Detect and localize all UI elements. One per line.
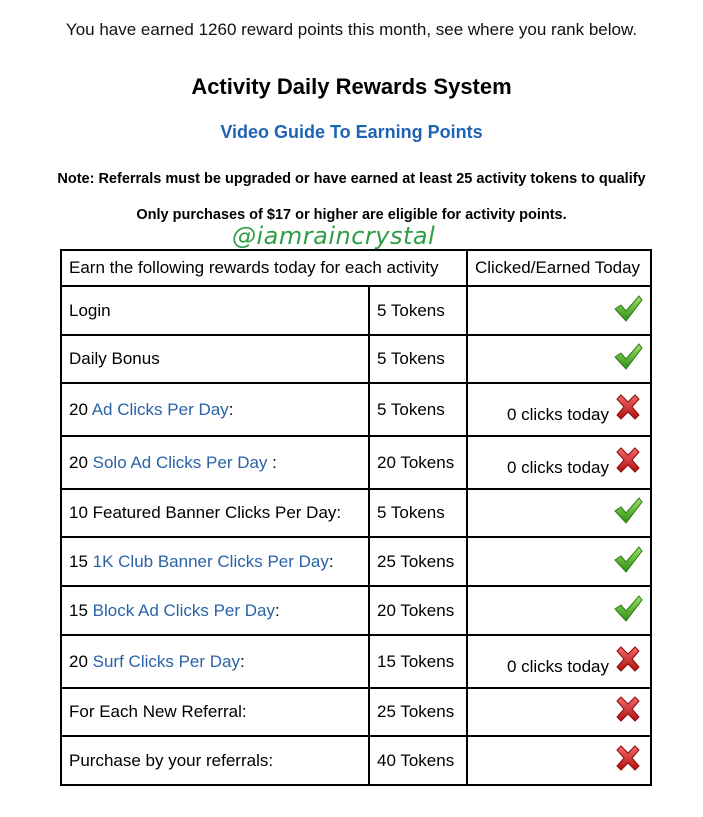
tokens-cell: 20 Tokens: [369, 586, 467, 635]
header-activity: Earn the following rewards today for each activity: [61, 250, 467, 286]
rewards-table: [60, 249, 652, 786]
activity-link[interactable]: Block Ad Clicks Per Day: [92, 600, 275, 620]
activity-label: 15: [69, 600, 93, 620]
table-row: [61, 286, 651, 335]
cross-icon: [613, 392, 643, 422]
activity-suffix: :: [274, 600, 280, 620]
table-row: [61, 383, 651, 436]
activity-link[interactable]: 1K Club Banner Clicks Per Day: [92, 551, 329, 571]
activity-cell: [61, 489, 369, 537]
status-cell: [467, 736, 651, 785]
clicks-today: 0 clicks today: [506, 656, 609, 676]
activity-cell: [61, 436, 369, 489]
clicks-today: 0 clicks today: [506, 457, 609, 477]
check-icon: [613, 544, 643, 574]
activity-link[interactable]: Ad Clicks Per Day: [91, 399, 229, 419]
activity-cell: [61, 383, 369, 436]
activity-cell: [61, 736, 369, 785]
status-cell: [467, 383, 651, 436]
activity-cell: [61, 688, 369, 736]
purchase-note: Only purchases of $17 or higher are eligible for activity points.: [136, 207, 567, 223]
activity-suffix: :: [240, 651, 245, 671]
page-title: Activity Daily Rewards System: [191, 74, 512, 99]
activity-suffix: :: [267, 452, 277, 472]
table-row: [61, 635, 651, 688]
check-icon: [613, 593, 643, 623]
activity-cell: [61, 537, 369, 586]
status-cell: [467, 335, 651, 383]
activity-label: Purchase by your referrals:: [69, 750, 274, 770]
cross-icon: [613, 445, 643, 475]
tokens-cell: 5 Tokens: [369, 286, 467, 335]
watermark-text: @iamraincrystal: [232, 222, 436, 250]
activity-label: 15: [69, 551, 93, 571]
check-icon: [613, 341, 643, 371]
status-cell: [467, 489, 651, 537]
cross-icon: [613, 644, 643, 674]
table-row: [61, 537, 651, 586]
activity-label: 10 Featured Banner Clicks Per Day:: [69, 503, 342, 522]
table-row: [61, 688, 651, 736]
activity-suffix: :: [228, 399, 234, 419]
points-summary: You have earned 1260 reward points this month, see where you rank below.: [65, 20, 638, 39]
tokens-cell: 15 Tokens: [369, 635, 467, 688]
activity-label: 20: [69, 399, 92, 419]
tokens-cell: 5 Tokens: [369, 335, 467, 383]
activity-cell: [61, 286, 369, 335]
tokens-cell: 20 Tokens: [369, 436, 467, 489]
table-row: [61, 489, 651, 537]
status-cell: [467, 635, 651, 688]
tokens-cell: 5 Tokens: [369, 383, 467, 436]
referral-note: Note: Referrals must be upgraded or have earned at least 25 activity tokens to qualify: [57, 171, 646, 187]
table-header-row: [61, 250, 651, 286]
status-cell: [467, 537, 651, 586]
check-icon: [613, 495, 643, 525]
video-guide-link[interactable]: Video Guide To Earning Points: [220, 122, 483, 142]
check-icon: [613, 293, 643, 323]
clicks-today: 0 clicks today: [506, 404, 609, 424]
activity-label: 20: [69, 452, 93, 472]
status-cell: [467, 688, 651, 736]
activity-label: Daily Bonus: [69, 349, 160, 368]
status-cell: [467, 436, 651, 489]
tokens-cell: 25 Tokens: [369, 688, 467, 736]
activity-link[interactable]: Surf Clicks Per Day: [92, 651, 241, 671]
activity-cell: [61, 586, 369, 635]
activity-cell: [61, 635, 369, 688]
table-row: [61, 436, 651, 489]
activity-label: 20: [69, 651, 93, 671]
tokens-cell: 5 Tokens: [369, 489, 467, 537]
tokens-cell: 25 Tokens: [369, 537, 467, 586]
activity-link[interactable]: Solo Ad Clicks Per Day: [92, 452, 268, 472]
cross-icon: [613, 694, 643, 724]
status-cell: [467, 286, 651, 335]
header-status: Clicked/Earned Today: [467, 250, 651, 286]
table-row: [61, 586, 651, 635]
table-row: [61, 335, 651, 383]
activity-suffix: :: [328, 551, 334, 571]
tokens-cell: 40 Tokens: [369, 736, 467, 785]
table-row: [61, 736, 651, 785]
activity-cell: [61, 335, 369, 383]
cross-icon: [613, 743, 643, 773]
status-cell: [467, 586, 651, 635]
activity-label: For Each New Referral:: [69, 702, 247, 721]
activity-label: Login: [69, 300, 111, 320]
